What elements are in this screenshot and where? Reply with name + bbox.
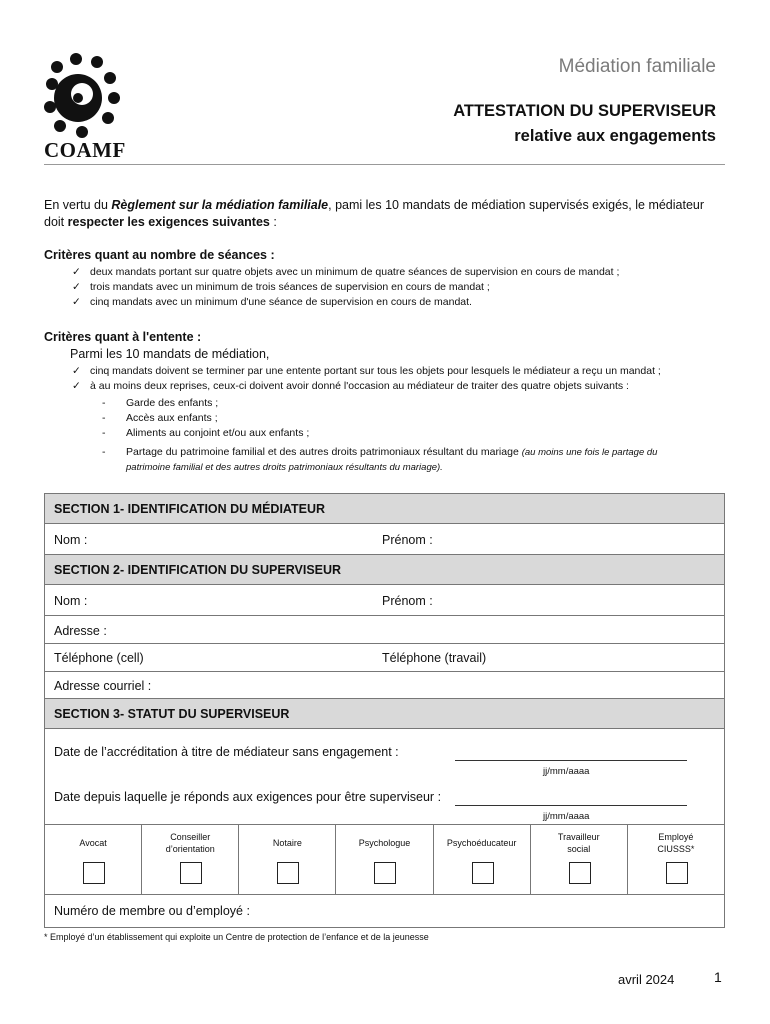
mediator-prenom-label: Prénom : [382,533,433,547]
phone-work-label: Téléphone (travail) [382,651,487,665]
mediator-nom-label: Nom : [54,533,88,547]
phone-cell-label: Téléphone (cell) [54,651,144,665]
list-item: - Partage du patrimoine familial et des autres droits patrimoniaux résultant du mariage (au moins une fois le partage du patrimoine familial et des autres droits patrimoniaux résultants du mariage). [102,446,658,473]
employe-ciusss-checkbox[interactable] [666,862,688,884]
requirements-date-field[interactable] [455,790,687,806]
mediator-name-row[interactable] [45,524,724,555]
notaire-checkbox[interactable] [277,862,299,884]
criteria-sessions-list [72,265,732,310]
list-item: - Aliments au conjoint et/ou aux enfants ; [102,427,310,439]
requirements-date-label: Date depuis laquelle je réponds aux exigences pour être superviseur : [54,790,442,804]
list-item: ✓ cinq mandats doivent se terminer par une entente portant sur tous les objets pour lesquels le médiateur a reçu un mandat ; [72,365,661,377]
supervisor-name-row[interactable] [45,585,724,616]
profession-employe-ciusss: Employé CIUSSS* [628,825,724,894]
list-item: ✓ cinq mandats avec un minimum d'une séance de supervision en cours de mandat. [72,296,472,308]
date-format-hint: jj/mm/aaaa [543,811,590,822]
checkmark-icon: ✓ [72,365,81,377]
checkmark-icon: ✓ [72,281,81,293]
criteria-sessions-heading: Critères quant au nombre de séances : [44,248,275,262]
phone-row[interactable] [45,644,724,672]
list-item: ✓ deux mandats portant sur quatre objets avec un minimum de quatre séances de supervision en cours de mandat ; [72,266,620,278]
avocat-checkbox[interactable] [83,862,105,884]
page-subtitle: relative aux engagements [514,127,716,145]
profession-row [45,825,724,895]
dates-row [45,729,724,825]
criteria-agreement-lead: Parmi les 10 mandats de médiation, [70,347,270,361]
footnote: * Employé d’un établissement qui exploite un Centre de protection de l’enfance et de la jeunesse [44,932,429,942]
profession-avocat: Avocat [45,825,142,894]
list-item: ✓ trois mandats avec un minimum de trois séances de supervision en cours de mandat ; [72,281,490,293]
profession-notaire: Notaire [239,825,336,894]
psychologue-checkbox[interactable] [374,862,396,884]
profession-psychologue: Psychologue [336,825,433,894]
header-category: Médiation familiale [558,56,716,77]
checkmark-icon: ✓ [72,266,81,278]
page-title: ATTESTATION DU SUPERVISEUR [453,102,716,120]
member-number-row[interactable] [45,895,724,928]
profession-conseiller: Conseiller d’orientation [142,825,239,894]
criteria-agreement-heading: Critères quant à l'entente : [44,330,202,344]
email-row[interactable] [45,672,724,699]
supervisor-nom-label: Nom : [54,594,88,608]
attestation-form [44,493,725,928]
page-number: 1 [714,969,722,985]
date-format-hint: jj/mm/aaaa [543,766,590,777]
checkmark-icon: ✓ [72,380,81,392]
email-label: Adresse courriel : [54,679,152,693]
footer-date: avril 2024 [618,972,675,987]
criteria-agreement-list [72,364,732,394]
list-item: ✓ à au moins deux reprises, ceux-ci doivent avoir donné l'occasion au médiateur de traiter des quatre objets suivants : [72,380,629,392]
logo-emblem-icon [40,52,130,142]
section1-header: SECTION 1- IDENTIFICATION DU MÉDIATEUR [45,494,724,524]
profession-psychoeducateur: Psychoéducateur [434,825,531,894]
psychoeducateur-checkbox[interactable] [472,862,494,884]
checkmark-icon: ✓ [72,296,81,308]
address-label: Adresse : [54,624,107,638]
header-divider [44,164,725,165]
list-item: - Accès aux enfants ; [102,412,218,424]
section3-header: SECTION 3- STATUT DU SUPERVISEUR [45,699,724,729]
criteria-subitems [102,396,732,475]
section2-header: SECTION 2- IDENTIFICATION DU SUPERVISEUR [45,555,724,585]
intro-paragraph: En vertu du Règlement sur la médiation familiale, pami les 10 mandats de médiation supervisés exigés, le médiateur doit respecter les exigences suivantes : [44,198,705,229]
travailleur-social-checkbox[interactable] [569,862,591,884]
accreditation-date-field[interactable] [455,745,687,761]
address-row[interactable] [45,616,724,644]
profession-travailleur-social: Travailleur social [531,825,628,894]
logo-text: COAMF [44,138,126,162]
supervisor-prenom-label: Prénom : [382,594,433,608]
member-number-label: Numéro de membre ou d’employé : [54,904,250,918]
conseiller-checkbox[interactable] [180,862,202,884]
accreditation-date-label: Date de l’accréditation à titre de médiateur sans engagement : [54,745,399,759]
list-item: - Garde des enfants ; [102,397,219,409]
